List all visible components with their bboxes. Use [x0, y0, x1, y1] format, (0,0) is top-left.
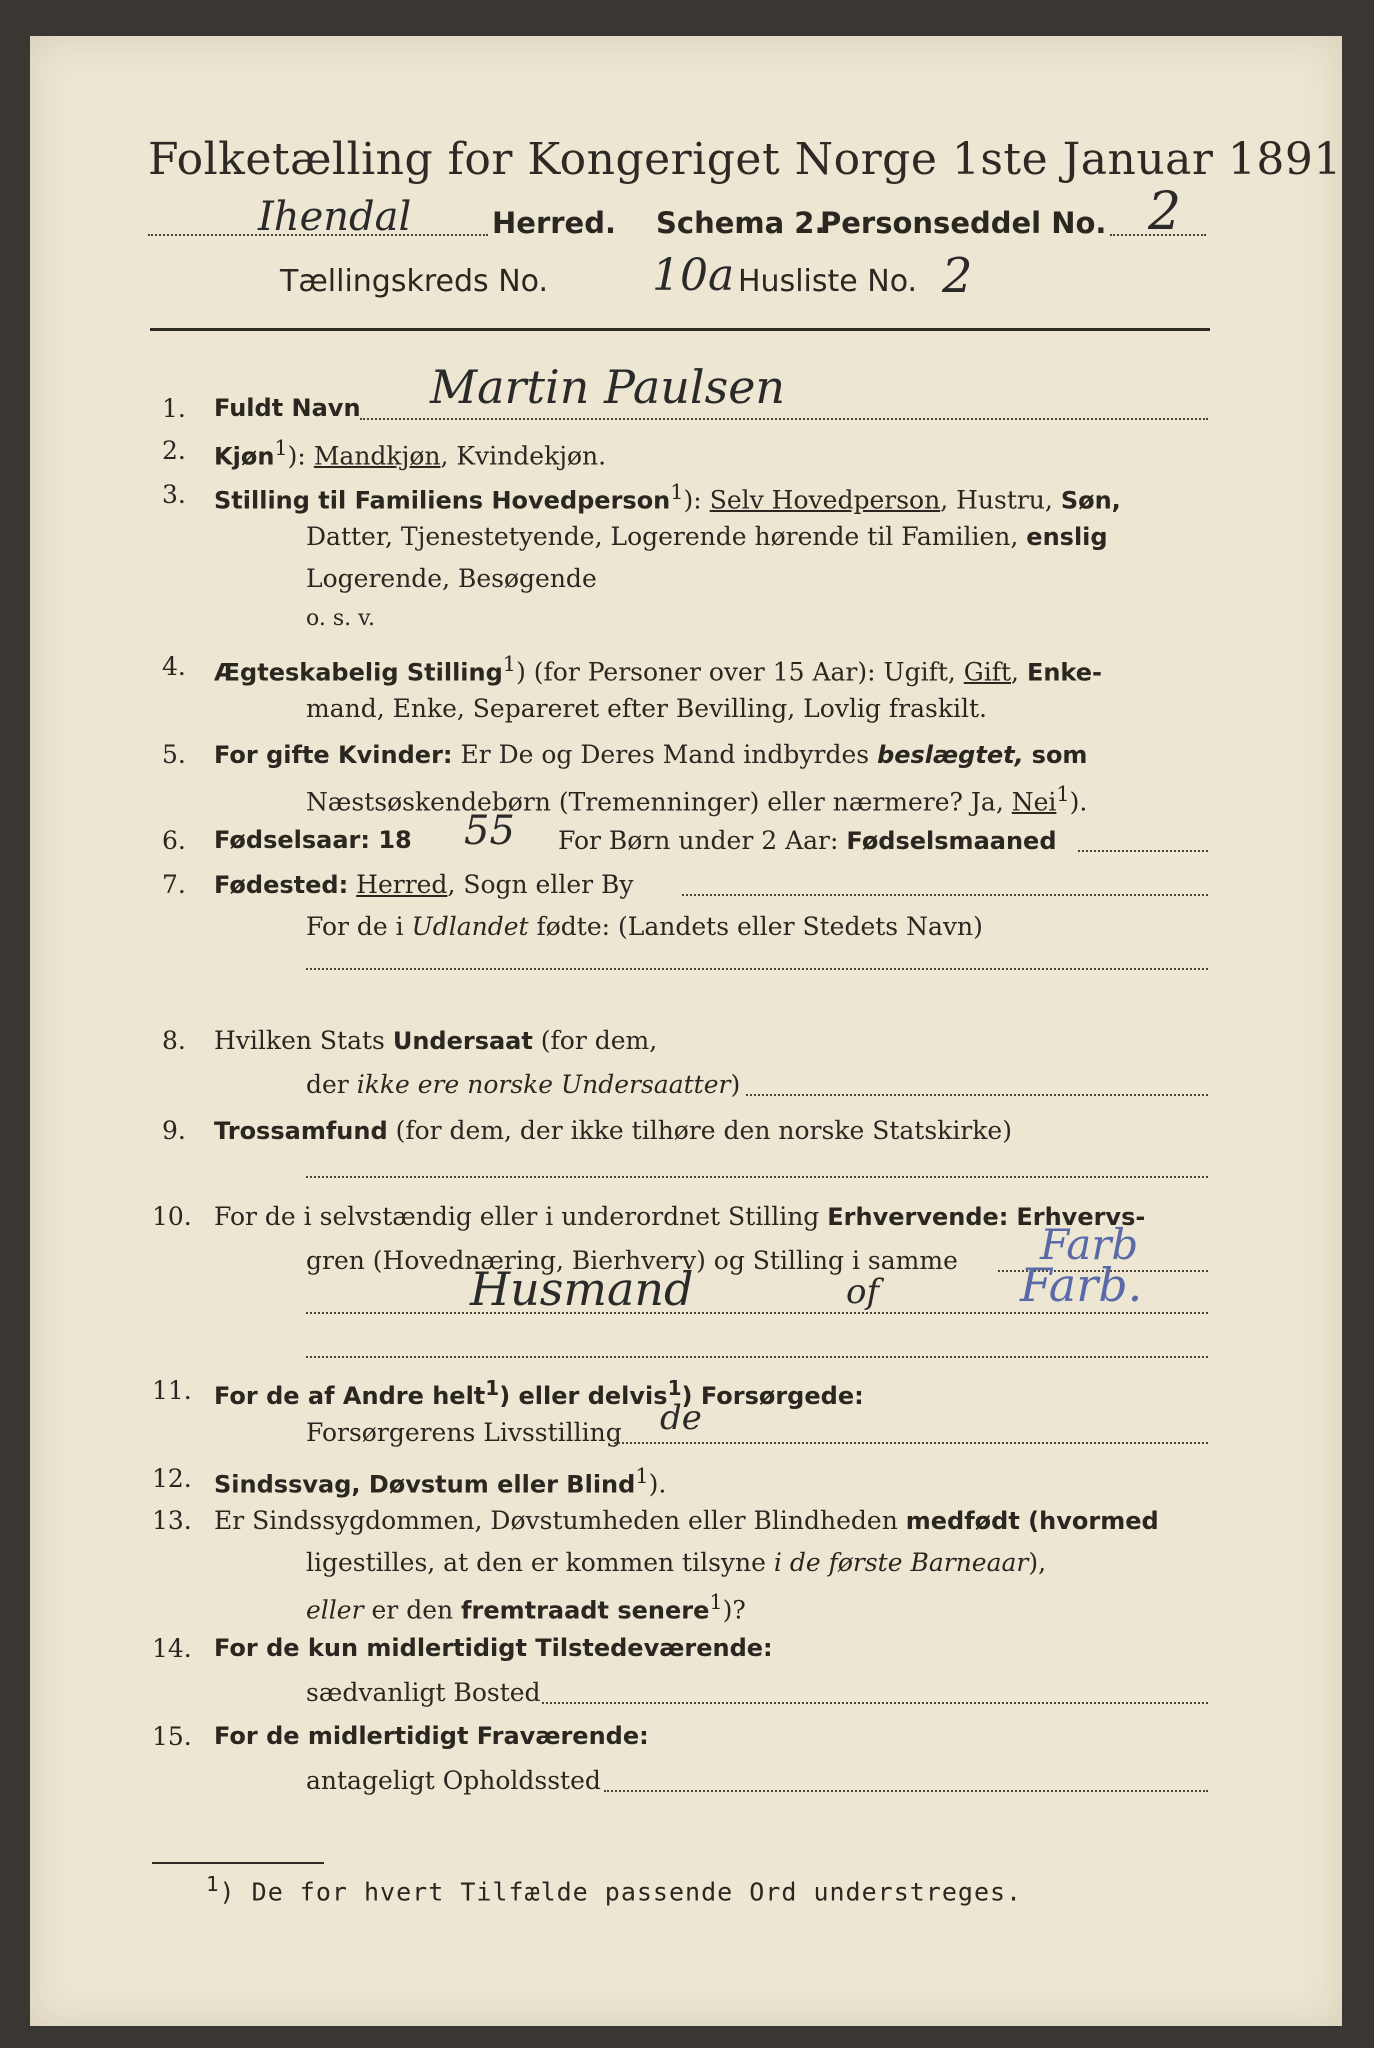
q8-line1 [214, 1026, 657, 1055]
q3-option-selv-hovedperson: Selv Hovedperson [709, 485, 941, 515]
q9-line1 [214, 1116, 1012, 1145]
q10-erhvervs: Erhvervs- [1016, 1203, 1146, 1231]
q1-answer-name: Martin Paulsen [430, 360, 786, 414]
q5-beslaegtet: beslægtet, [877, 741, 1024, 769]
q7-line2b: fødte: (Landets eller Stedets Navn) [536, 912, 983, 941]
form-title: Folketælling for Kongeriget Norge 1ste Januar 1891 [148, 134, 1342, 185]
q7-line2 [306, 912, 983, 941]
herred-name-handwritten: Ihendal [258, 194, 412, 240]
q13-eller: eller [306, 1595, 364, 1625]
q12-end: ). [648, 1469, 667, 1499]
q5-line2 [306, 782, 1087, 816]
q1-answer-line [360, 418, 1208, 420]
q13-medfodt: medfødt (hvormed [905, 1507, 1159, 1535]
q3-enslig: enslig [1026, 523, 1108, 551]
q10-answer-blue1: Farb [1040, 1220, 1139, 1269]
q5-end: ). [1069, 787, 1088, 817]
q14-line2: sædvanligt Bosted [306, 1678, 541, 1707]
q10-line1 [214, 1202, 1145, 1231]
q6-rest [558, 826, 1057, 855]
q8-line2b: ) [730, 1070, 741, 1099]
q13-line1a: Er Sindssygdommen, Døvstumheden eller Blindheden [214, 1506, 898, 1535]
q3-line1 [214, 480, 1121, 514]
footnote-sup: 1 [206, 1872, 220, 1896]
q12-text: Sindssvag, Døvstum eller Blind [214, 1470, 636, 1499]
q5-rest: Er De og Deres Mand indbyrdes [460, 740, 870, 769]
q13-sup: 1 [709, 1590, 723, 1614]
herred-name-line [148, 234, 488, 236]
q4-label: Ægteskabelig Stilling [214, 658, 503, 687]
q12-line1 [214, 1464, 666, 1498]
footnote-rule [152, 1862, 324, 1864]
q7-udlandet: Udlandet [411, 912, 529, 941]
census-form-sheet [30, 36, 1342, 2026]
q3-line2 [306, 522, 1108, 551]
husliste-label: Husliste No. [738, 264, 918, 299]
personseddel-label: Personseddel No. [820, 206, 1107, 240]
q11-answer-handwritten: de [660, 1398, 702, 1438]
q3-line4: o. s. v. [306, 606, 375, 631]
q4-line1 [214, 652, 1102, 686]
q12-number: 12. [152, 1464, 192, 1493]
q4-enke: Enke- [1026, 658, 1102, 687]
q8-line2 [306, 1070, 740, 1099]
q13-forste-barneaar: i de første Barneaar [773, 1548, 1029, 1577]
schema-label: Schema 2. [656, 206, 826, 240]
q11-line1a: For de af Andre helt [214, 1382, 486, 1410]
q14-line1: For de kun midlertidigt Tilstedeværende: [214, 1634, 773, 1662]
q15-line2: antageligt Opholdssted [306, 1766, 601, 1795]
q10-answer-line3 [306, 1356, 1208, 1358]
q8-undersaat: Undersaat [392, 1027, 533, 1055]
footnote [206, 1872, 1022, 1906]
herred-label: Herred. [492, 206, 616, 240]
q7-number: 7. [162, 870, 186, 899]
q8-ikke-norske: ikke ere norske Undersaatter [356, 1070, 731, 1099]
q8-line2a: der [306, 1070, 349, 1099]
q6-fodselsmaaned: Fødselsmaaned [846, 827, 1057, 855]
q2-sep: ): [287, 441, 306, 471]
q12-sup: 1 [635, 1464, 649, 1488]
q7-option-herred: Herred [356, 870, 448, 899]
q3-line2-text: Datter, Tjenestetyende, Logerende hørende til Familien, [306, 522, 1019, 551]
q5-label: For gifte Kvinder: [214, 741, 453, 769]
q3-sep: ): [683, 485, 702, 515]
q7-rest: , Sogn eller By [447, 870, 634, 899]
q11-answer-line [614, 1442, 1208, 1444]
q4-rest2: , [1011, 657, 1019, 687]
q5-line2-text: Næstsøskendebørn (Tremenninger) eller nærmere? Ja, [306, 787, 1004, 817]
q5-som: som [1031, 741, 1088, 769]
q13-number: 13. [152, 1506, 192, 1535]
q3-sup: 1 [670, 480, 684, 504]
q4-rest: ) (for Personer over 15 Aar): Ugift, [516, 657, 956, 687]
q7-answer-line [682, 894, 1208, 896]
q8-answer-line [746, 1094, 1208, 1096]
q9-rest: (for dem, der ikke tilhøre den norske Statskirke) [395, 1116, 1012, 1145]
q15-number: 15. [152, 1722, 192, 1751]
q1-number: 1. [162, 394, 186, 423]
q13-line2 [306, 1548, 1046, 1577]
q7-line2a: For de i [306, 912, 404, 941]
q10-erhvervende: Erhvervende: [827, 1203, 1009, 1231]
q8-rest: (for dem, [540, 1026, 658, 1055]
q4-number: 4. [162, 652, 186, 681]
q7-label: Fødested: [214, 871, 349, 899]
husliste-number-handwritten: 2 [942, 248, 973, 304]
q6-answer-line [1078, 850, 1208, 852]
q14-number: 14. [152, 1634, 192, 1663]
q13-line2b: ), [1028, 1548, 1047, 1577]
header-divider [150, 328, 1210, 331]
q3-number: 3. [162, 480, 186, 509]
q10-line1a: For de i selvstændig eller i underordnet Stilling [214, 1202, 820, 1231]
q13-line3c: )? [722, 1595, 746, 1625]
q11-line1 [214, 1376, 864, 1410]
q9-trossamfund: Trossamfund [214, 1117, 388, 1145]
q13-line2a: ligestilles, at den er kommen tilsyne [306, 1548, 766, 1577]
q13-line3a: er den [371, 1595, 454, 1625]
q14-answer-line [542, 1702, 1208, 1704]
q13-line1 [214, 1506, 1159, 1535]
q10-answer-line2 [306, 1312, 1208, 1314]
q6-year-handwritten: 55 [464, 808, 515, 854]
kreds-label: Tællingskreds No. [280, 264, 548, 299]
q6-number: 6. [162, 826, 186, 855]
q3-label: Stilling til Familiens Hovedperson [214, 486, 671, 515]
q1-label: Fuldt Navn [214, 394, 361, 422]
q2-option-mandkjon: Mandkjøn [313, 441, 441, 471]
q6-rest-text: For Børn under 2 Aar: [558, 826, 839, 855]
q13-fremtraadt: fremtraadt senere [461, 1596, 710, 1625]
q10-answer-of: of [846, 1272, 880, 1312]
q8-label1: Hvilken Stats [214, 1026, 385, 1055]
q13-line3 [306, 1590, 746, 1624]
q7-abroad-line [306, 968, 1208, 970]
q11-line1c: ) Forsørgede: [681, 1382, 864, 1410]
q3-son: Søn, [1060, 486, 1121, 515]
q2-sup: 1 [274, 436, 288, 460]
q2-text [214, 436, 606, 470]
q9-answer-line [306, 1176, 1208, 1178]
q15-answer-line [604, 1790, 1208, 1792]
q10-line2: gren (Hovednæring, Bierhverv) og Stilling i samme [306, 1246, 958, 1275]
q10-answer-blue2: Farb. [1020, 1258, 1143, 1312]
q5-line1 [214, 740, 1087, 769]
q15-line1: For de midlertidigt Fraværende: [214, 1722, 649, 1750]
q11-number: 11. [152, 1376, 192, 1405]
q4-sup: 1 [502, 652, 517, 676]
q4-option-gift: Gift [963, 657, 1012, 687]
q11-line2: Forsørgerens Livsstilling [306, 1418, 622, 1447]
q2-number: 2. [162, 436, 186, 465]
q10-answer-husmand: Husmand [470, 1262, 694, 1316]
q9-number: 9. [162, 1116, 186, 1145]
q3-line3: Logerende, Besøgende [306, 564, 597, 593]
q5-number: 5. [162, 740, 186, 769]
q6-label: Fødselsaar: 18 [214, 826, 412, 854]
q2-label: Kjøn [214, 442, 275, 471]
q11-sup2: 1 [667, 1376, 682, 1400]
q11-sup1: 1 [485, 1376, 500, 1400]
q5-nei-sup: 1 [1056, 782, 1070, 806]
q5-option-nei: Nei [1011, 787, 1057, 817]
footnote-text: ) De for hvert Tilfælde passende Ord understreges. [219, 1877, 1023, 1907]
personseddel-number-handwritten: 2 [1148, 182, 1182, 242]
q8-number: 8. [162, 1026, 186, 1055]
q4-line2: mand, Enke, Separeret efter Bevilling, Lovlig fraskilt. [306, 694, 987, 723]
q2-rest: , Kvindekjøn. [440, 441, 607, 471]
q11-line1b: ) eller delvis [499, 1382, 668, 1410]
q10-number: 10. [152, 1202, 192, 1231]
q3-rest1: , Hustru, [940, 485, 1053, 515]
kreds-number-handwritten: 10a [652, 250, 735, 301]
q7-line1 [214, 870, 634, 899]
